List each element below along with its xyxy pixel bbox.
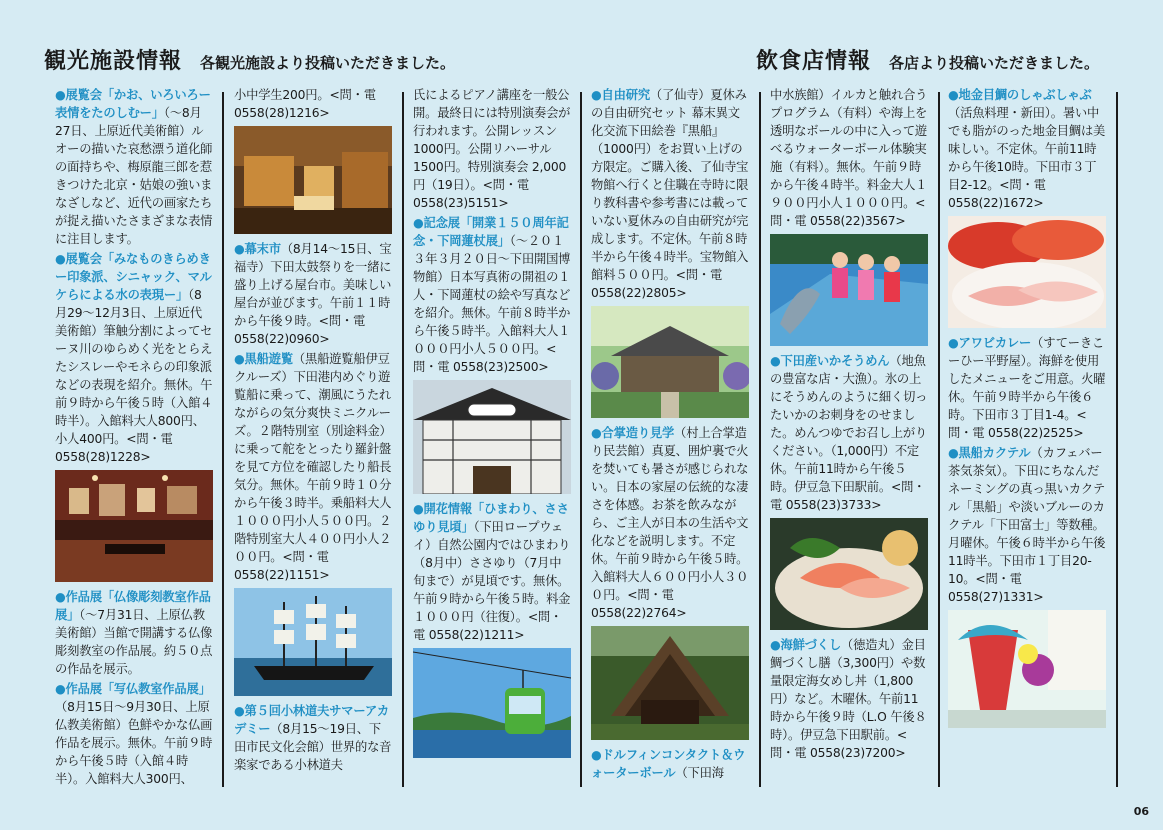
listing-title: ●地金目鯛のしゃぶしゃぶ <box>948 88 1092 102</box>
column-divider <box>222 92 224 787</box>
listing-title: ●自由研究 <box>591 88 650 102</box>
listing-body: （地魚の豊富な店・大漁）。氷の上にそうめんのように細く切ったいかのお刺身をのせました。めんつゆでお召し上がりください。（1,000円）不定休。午前11時から午後５時。伊豆急下田駅前。<問・電 0558(23)3733> <box>770 354 928 512</box>
dolphin-contact-photo <box>770 234 928 346</box>
listing-body: （下田ロープウェイ）自然公園内ではひまわり（8月中）ささゆり（7月中旬まで）が見頃です。無休。午前９時から午後５時。料金１０００円（往復）。<問・電 0558(22)1211> <box>413 520 571 642</box>
column-1 <box>55 86 213 786</box>
listing-body: （活魚料理・新田）。暑い中でも脂がのった地金目鯛は美味しい。不定休。午前11時から午後10時。下田市３丁目2-12。<問・電 0558(22)1672> <box>948 106 1106 210</box>
kinmedai-shabushabu-photo <box>948 216 1106 328</box>
listing-item <box>55 588 213 678</box>
page-number: 06 <box>1133 805 1149 818</box>
listing-body: （徳造丸）金目鯛づくし膳（3,300円）や数量限定海女めし丼（1,800円）など。木曜休。午前11時から午後９時（L.O 午後８時）。伊豆急下田駅前。<問・電 0558(23)7200> <box>770 638 927 760</box>
listing-item <box>234 350 392 584</box>
listing-body: 小中学生200円。<問・電 0558(28)1216> <box>234 88 376 120</box>
column-divider <box>402 92 404 787</box>
listing-item <box>234 702 392 774</box>
listing-body: （〜8月27日、上原近代美術館）ルオーの描いた哀愁漂う道化師の面持ちや、梅原龍三郎を惹きつけた北京・姑娘の強いまなざしなど、近代の画家たちが捉え描いたさまざまな表情に注目します。 <box>55 106 213 246</box>
section-header-tourism <box>44 44 455 80</box>
listing-body: （8月15〜19日、下田市民文化会館）世界的な音楽家である小林道夫 <box>234 722 392 772</box>
listing-body: （〜7月31日、上原仏教美術館）当館で開講する仏像彫刻教室の作品展。約５０点の作品を展示。 <box>55 608 213 676</box>
listing-body: 中水族館）イルカと触れ合うプログラム（有料）や海上を透明なボールの中に入って遊べるウォーターボール体験実施（有料）。無休。午前９時から午後４時半。料金大人１９００円小人１０００円。<問・電 0558(22)3567> <box>770 88 928 228</box>
listing-item <box>413 500 571 644</box>
temple-photo <box>591 306 749 418</box>
column-divider <box>580 92 582 787</box>
listing-item <box>948 334 1106 442</box>
listing-body: （〜２０１３年３月２０日〜下田開国博物館）日本写真術の開祖の１人・下岡蓮杖の絵や写真などを紹介。無休。午前８時半から午後５時半。入館料大人１０００円小人５００円。<問・電 0558(23)2500> <box>413 234 571 374</box>
listing-title: ●合掌造り見学 <box>591 426 675 440</box>
listing-title: ●作品展「仏像彫刻教室作品展」 <box>55 590 211 622</box>
gassho-house-photo <box>591 626 749 740</box>
ropeway-photo <box>413 648 571 758</box>
listing-item <box>55 250 213 466</box>
column-4 <box>591 86 749 786</box>
restaurants-subtitle: 各店より投稿いただきました。 <box>889 54 1100 72</box>
museum-gallery-photo <box>55 470 213 582</box>
listing-item <box>55 86 213 248</box>
column-divider <box>1116 92 1118 787</box>
listing-title: ●ドルフィンコンタクト＆ウォーターボール <box>591 748 746 780</box>
tourism-subtitle: 各観光施設より投稿いただきました。 <box>200 54 456 72</box>
listing-body: （8月29〜12月3日、上原近代美術館）筆触分割によってセーヌ川のゆらめく光をとらえたシスレーやモネらの印象派などの表現を紹介。無休。午前９時から午後５時（入館４時半）。入館料大人800円、小人400円。<問・電 0558(28)1228> <box>55 288 213 464</box>
listing-body: （カフェバー茶気茶気）。下田にちなんだネーミングの真っ黒いカクテル「黒船」や淡いブルーのカクテル「下田富士」等数種。月曜休。午後６時半から午後11時半。下田市１丁目20-10。<問・電 0558(27)1331> <box>948 446 1106 604</box>
listing-title: ●記念展「開業１５０周年記念・下岡蓮杖展」 <box>413 216 569 248</box>
listing-title: ●下田産いかそうめん <box>770 354 890 368</box>
column-2 <box>234 86 392 786</box>
restaurants-title: 飲食店情報 <box>756 49 872 74</box>
column-divider <box>938 92 940 787</box>
listing-item <box>591 424 749 622</box>
listing-body: （黒船遊覧船伊豆クルーズ）下田港内めぐり遊覧船に乗って、潮風にうたれながらの気分爽快ミニクルーズ。２階特別室（別途料金）に乗って舵をとったり羅針盤を見て方位を確認したり船長気分。無休。午前９時１０分から午後３時半。乗船料大人１０００円小人５００円。２階特別室大人４００円小人２００円。<問・電 0558(22)1151> <box>234 352 392 582</box>
column-5 <box>770 86 928 786</box>
listing-title: ●作品展「写仏教室作品展」 <box>55 682 211 696</box>
listing-item <box>948 86 1106 212</box>
listing-item <box>948 444 1106 606</box>
cocktail-photo <box>948 610 1106 728</box>
listing-body: 氏によるピアノ講座を一般公開。最終日には特別演奏会が行われます。公開レッスン 1000円。公開リハーサル 1500円。特別演奏会 2,000円（19日）。<問・電 0558(23)5151> <box>413 88 571 210</box>
listing-title: ●黒船カクテル <box>948 446 1031 460</box>
museum-interior-photo <box>234 126 392 234</box>
listing-body: （了仙寺）夏休みの自由研究セット 幕末異文化交流下田絵巻『黒船』（1000円）をお買い上げの方限定。ご購入後、了仙寺宝物館へ行くと住職在寺時に限り教科書や参考書には載っていない夏休みの自由研究が完成します。不定休。午前８時半から午後４時半。宝物館入館料５００円。<問・電 0558(22)2805> <box>591 88 749 300</box>
listing-title: ●アワビカレー <box>948 336 1032 350</box>
listing-item <box>591 746 749 782</box>
listing-body: （8月14〜15日、宝福寺）下田太鼓祭りを一緒に盛り上げる屋台市。美味しい屋台が並びます。午前１１時から午後９時。<問・電 0558(22)0960> <box>234 242 392 346</box>
black-ship-cruise-photo <box>234 588 392 696</box>
listing-title: ●開花情報「ひまわり、ささゆり見頃」 <box>413 502 569 534</box>
tourism-title: 観光施設情報 <box>44 49 183 74</box>
listing-body: （8月15日〜9月30日、上原仏教美術館）色鮮やかな仏画作品を展示。無休。午前９時から午後５時（入館４時半）。入館料大人300円、 <box>55 700 213 786</box>
listing-item <box>591 86 749 302</box>
listing-item <box>770 352 928 514</box>
listing-body: （村上合掌造り民芸館）真夏、囲炉裏で火を焚いても暑さが感じられない。日本の家屋の伝統的な凄さを体感。お茶を飲みながら、ご主人が日本の生活や文化などを説明します。不定休。午前９時から午後５時。入館料大人６００円小人３００円。<問・電 0558(22)2764> <box>591 426 749 620</box>
listing-title: ●海鮮づくし <box>770 638 842 652</box>
section-header-restaurants <box>756 44 1099 80</box>
history-museum-building-photo <box>413 380 571 494</box>
listing-title: ●第５回小林道夫サマーアカデミー <box>234 704 389 736</box>
seafood-dish-photo <box>770 518 928 630</box>
column-3 <box>413 86 571 786</box>
listing-body: （すてーきこーひー平野屋）。海鮮を使用したメニューをご用意。火曜休。午前９時半から午後６時。下田市３丁目1-4。<問・電 0558(22)2525> <box>948 336 1106 440</box>
listing-title: ●展覧会「かお、いろいろー表情をたのしむー」 <box>55 88 211 120</box>
listing-title: ●幕末市 <box>234 242 281 256</box>
column-divider <box>759 92 761 787</box>
listing-item <box>413 214 571 376</box>
listing-item <box>234 240 392 348</box>
column-6 <box>948 86 1106 786</box>
listing-item <box>770 636 928 762</box>
listing-title: ●黒船遊覧 <box>234 352 293 366</box>
listing-title: ●展覧会「みなものきらめきー印象派、シニャック、マルケらによる水の表現ー」 <box>55 252 212 302</box>
listing-body: （下田海 <box>675 766 724 780</box>
listing-item <box>55 680 213 786</box>
